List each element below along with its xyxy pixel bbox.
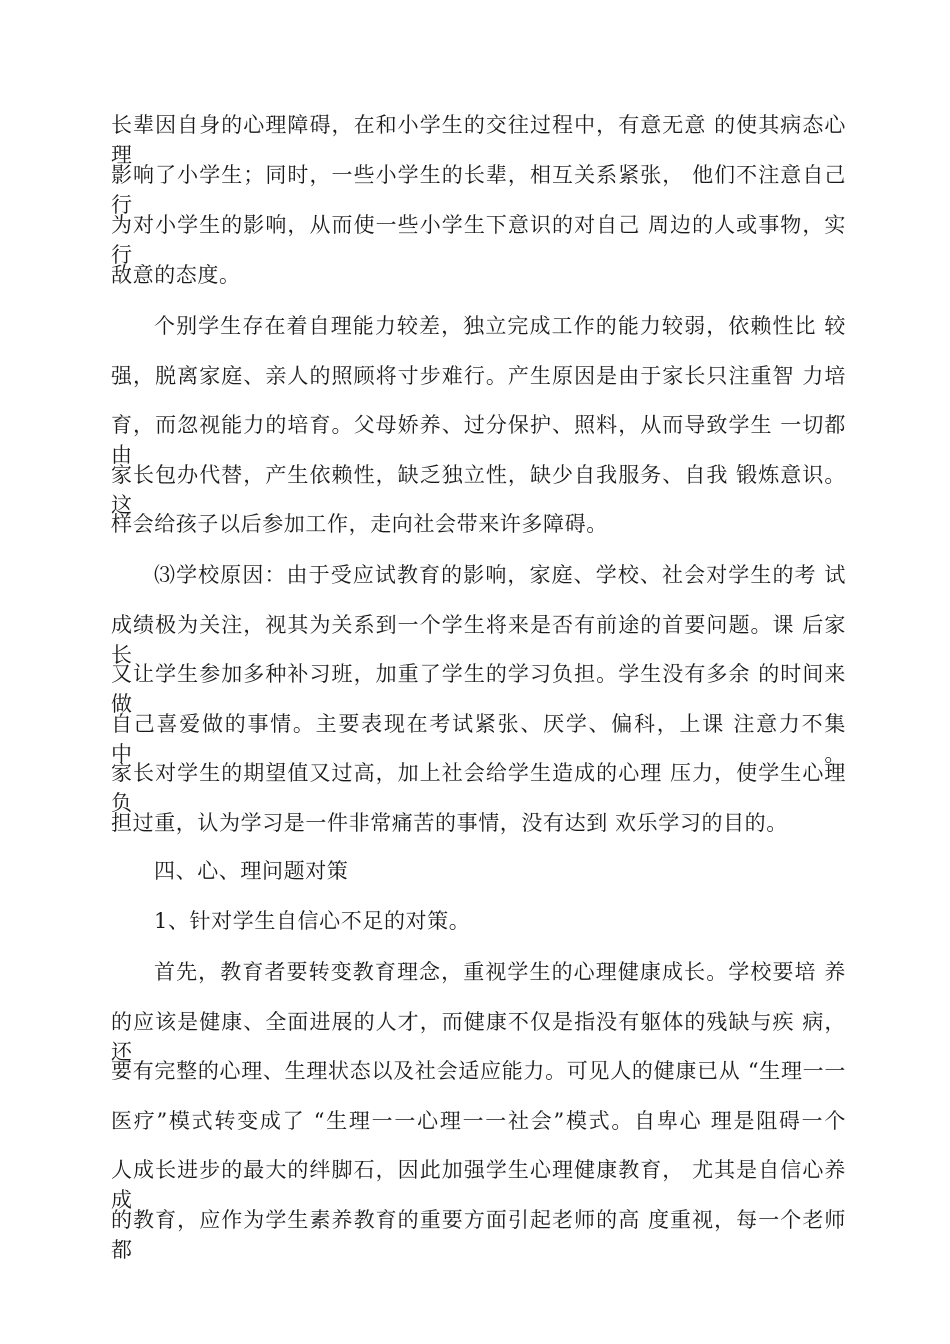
text-line: 样会给孩子以后参加工作，走向社会带来许多障碍。 [111, 512, 608, 536]
text-line: 的教育，应作为学生素养教育的重要方面引起老师的高 度重视，每一个老师都 [111, 1208, 846, 1262]
text-line: 为对小学生的影响，从而使一些小学生下意识的对自己 周边的人或事物，实行 [111, 213, 846, 267]
text-line: 人成长进步的最大的绊脚石，因此加强学生心理健康教育， 尤其是自信心养成 [111, 1158, 846, 1212]
text-line: 要有完整的心理、生理状态以及社会适应能力。可见人的健康已从 “生理一一 [111, 1059, 846, 1083]
text-line: 个别学生存在着自理能力较差，独立完成工作的能力较弱，依赖性比 较 [154, 314, 846, 338]
text-line: 强，脱离家庭、亲人的照顾将寸步难行。产生原因是由于家长只注重智 力培 [111, 364, 846, 388]
text-line: 医疗”模式转变成了 “生理一一心理一一社会”模式。自卑心 理是阻碍一个 [111, 1109, 846, 1133]
text-line: 育，而忽视能力的培育。父母娇养、过分保护、照料，从而导致学生 一切都由 [111, 413, 846, 467]
text-line: 担过重，认为学习是一件非常痛苦的事情，没有达到 欢乐学习的目的。 [111, 811, 788, 835]
text-line: 影响了小学生；同时，一些小学生的长辈，相互关系紧张， 他们不注意自己行 [111, 163, 846, 217]
text-line: ⑶学校原因：由于受应试教育的影响，家庭、学校、社会对学生的考 试 [154, 563, 846, 587]
text-line: 自己喜爱做的事情。主要表现在考试紧张、厌学、偏科，上课 注意力不集中。 [111, 712, 846, 766]
subsection-heading: 1、针对学生自信心不足的对策。 [154, 909, 471, 933]
text-line: 又让学生参加多种补习班，加重了学生的学习负担。学生没有多余 的时间来做 [111, 662, 846, 716]
text-line: 长辈因自身的心理障碍，在和小学生的交往过程中，有意无意 的使其病态心理 [111, 113, 846, 167]
text-line: 家长对学生的期望值又过高，加上社会给学生造成的心理 压力，使学生心理负 [111, 761, 846, 815]
section-heading: 四、心、理问题对策 [154, 859, 349, 883]
text-line: 的应该是健康、全面进展的人才，而健康不仅是指没有躯体的残缺与疾 病，还 [111, 1010, 846, 1064]
text-line: 家长包办代替，产生依赖性，缺乏独立性，缺少自我服务、自我 锻炼意识。这 [111, 463, 846, 517]
text-line: 成绩极为关注，视其为关系到一个学生将来是否有前途的首要问题。课 后家长 [111, 613, 846, 667]
text-line: 敌意的态度。 [111, 263, 241, 287]
text-line: 首先，教育者要转变教育理念，重视学生的心理健康成长。学校要培 养 [154, 960, 846, 984]
